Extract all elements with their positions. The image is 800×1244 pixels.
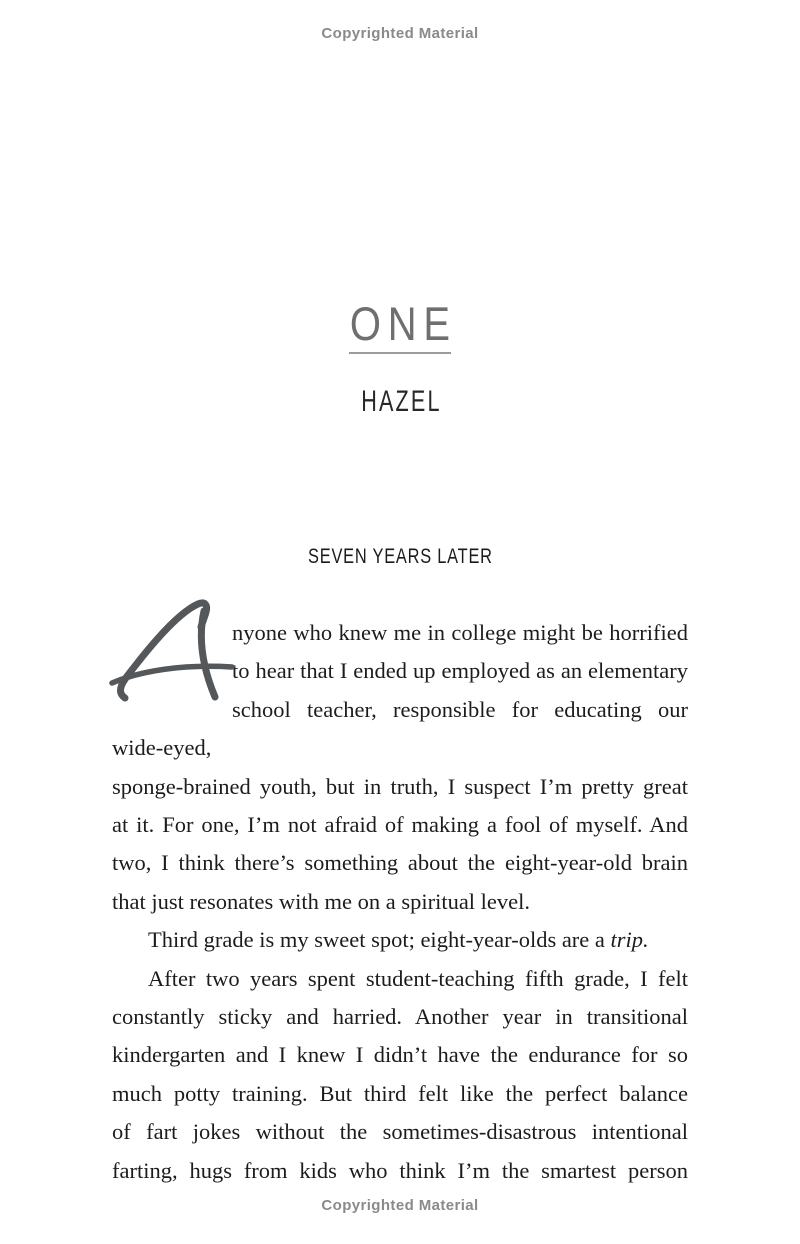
text-line <box>112 998 688 1036</box>
text-line <box>112 1113 688 1151</box>
text-segment: at it. For one, I’m not afraid of making a fool of myself. And <box>112 812 688 838</box>
text-line <box>112 806 688 844</box>
paragraph <box>112 960 688 1190</box>
text-line <box>112 1152 688 1190</box>
section-heading-text: SEVEN YEARS LATER <box>307 545 493 568</box>
copyright-banner-top: Copyrighted Material <box>321 25 479 42</box>
text-segment: of fart jokes without the sometimes-disastrous intentional <box>112 1119 688 1145</box>
text-segment: school teacher, responsible for educating our wide-eyed, <box>112 696 688 761</box>
chapter-title <box>0 387 800 417</box>
text-line <box>112 844 688 882</box>
text-line <box>112 691 688 768</box>
chapter-number <box>0 297 800 350</box>
dropcap-script-a-icon <box>108 598 236 702</box>
italic-text: trip. <box>610 927 649 953</box>
text-segment: to hear that I ended up employed as an elementary <box>232 658 688 684</box>
text-segment: Third grade is my sweet spot; eight-year-olds are a <box>148 927 611 953</box>
text-segment: constantly sticky and harried. Another year in transitional <box>112 1004 688 1030</box>
text-segment: kindergarten and I knew I didn’t have the endurance for so <box>112 1042 688 1068</box>
text-line <box>112 883 688 921</box>
text-segment: nyone who knew me in college might be horrified <box>232 620 688 645</box>
body-text <box>112 614 688 1190</box>
text-segment: sponge-brained youth, but in truth, I suspect I’m pretty great <box>112 773 688 799</box>
text-line <box>112 921 688 959</box>
chapter-rule-divider <box>349 352 451 354</box>
text-line <box>112 1036 688 1074</box>
copyright-banner-bottom: Copyrighted Material <box>321 1197 479 1214</box>
paragraph <box>112 921 688 959</box>
section-heading <box>0 544 800 569</box>
chapter-number-text: ONE <box>349 297 457 350</box>
text-line <box>112 1075 688 1113</box>
text-segment: farting, hugs from kids who think I’m the smartest person <box>112 1157 688 1183</box>
text-line <box>112 768 688 806</box>
dropcap-letter <box>112 614 232 691</box>
text-segment: two, I think there’s something about the eight-year-old brain <box>112 850 688 876</box>
text-segment: that just resonates with me on a spiritual level. <box>112 888 531 914</box>
text-segment: much potty training. But third felt like the perfect balance <box>112 1080 688 1106</box>
text-line <box>112 960 688 998</box>
chapter-title-text: HAZEL <box>360 385 442 418</box>
text-segment: After two years spent student-teaching fifth grade, I felt <box>148 965 688 991</box>
